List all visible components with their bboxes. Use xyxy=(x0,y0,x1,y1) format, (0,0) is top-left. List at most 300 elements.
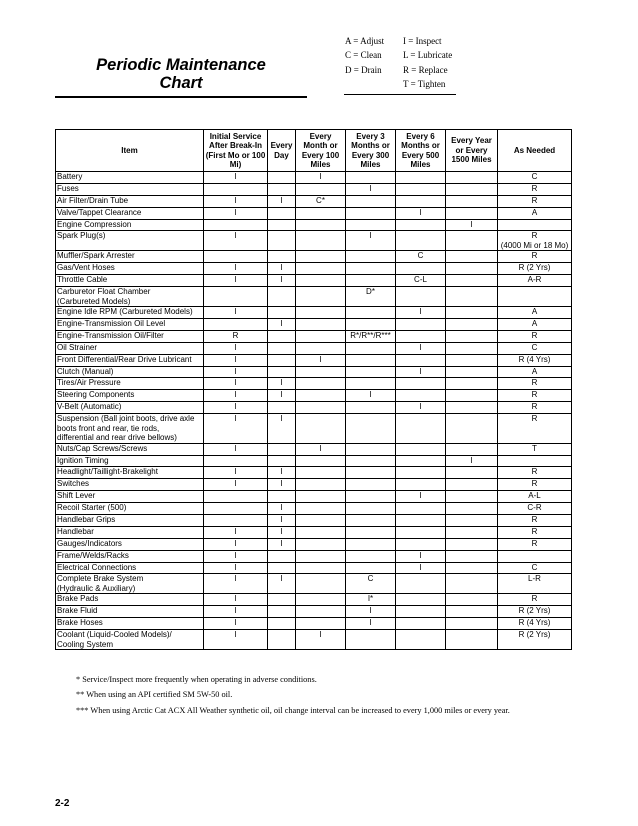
interval-cell xyxy=(204,467,268,479)
item-label: Brake Fluid xyxy=(57,606,98,616)
table-row xyxy=(56,366,572,378)
item-label: Brake Hoses xyxy=(57,618,103,628)
interval-cell xyxy=(498,378,572,390)
table-row xyxy=(56,630,572,650)
item-label: Fuses xyxy=(57,183,79,193)
interval-cell xyxy=(204,342,268,354)
interval-cell xyxy=(396,479,446,491)
page-title xyxy=(55,56,307,92)
interval-code: C xyxy=(531,562,538,572)
interval-code: A-R xyxy=(527,275,542,285)
interval-cell xyxy=(446,503,498,515)
legend-column-2 xyxy=(403,34,452,91)
interval-cell xyxy=(204,219,268,231)
table-row xyxy=(56,443,572,455)
column-header-every-day: Every Day xyxy=(268,130,296,172)
item-cell xyxy=(56,538,204,550)
table-row xyxy=(56,594,572,606)
item-cell xyxy=(56,219,204,231)
item-label: Clutch (Manual) xyxy=(57,366,114,376)
interval-cell xyxy=(204,390,268,402)
interval-cell xyxy=(396,467,446,479)
interval-cell xyxy=(498,231,572,251)
interval-cell xyxy=(346,207,396,219)
item-label: Handlebar Grips xyxy=(57,514,116,524)
interval-code: I xyxy=(419,550,422,560)
interval-code: R xyxy=(531,467,538,477)
interval-cell xyxy=(498,275,572,287)
interval-code: I xyxy=(234,402,237,412)
interval-cell xyxy=(446,195,498,207)
interval-code: I xyxy=(419,562,422,572)
interval-cell xyxy=(268,172,296,184)
interval-cell xyxy=(296,414,346,444)
interval-cell xyxy=(396,231,446,251)
item-cell xyxy=(56,467,204,479)
interval-code: I xyxy=(234,366,237,376)
interval-cell xyxy=(268,183,296,195)
item-cell xyxy=(56,550,204,562)
interval-code: I xyxy=(234,594,237,604)
item-cell xyxy=(56,491,204,503)
interval-cell xyxy=(498,195,572,207)
interval-code: I xyxy=(234,207,237,217)
interval-cell xyxy=(346,402,396,414)
interval-code: R xyxy=(531,390,538,400)
interval-cell xyxy=(296,219,346,231)
title-block xyxy=(55,29,307,98)
interval-code: I xyxy=(234,231,237,241)
interval-cell xyxy=(296,606,346,618)
interval-code: I xyxy=(234,467,237,477)
interval-cell xyxy=(346,342,396,354)
interval-code: I xyxy=(280,514,283,524)
interval-cell xyxy=(498,342,572,354)
interval-code: R xyxy=(531,526,538,536)
interval-cell xyxy=(446,606,498,618)
interval-code: I xyxy=(234,275,237,285)
interval-cell xyxy=(346,219,396,231)
footnotes xyxy=(76,672,510,718)
item-label: Steering Components xyxy=(57,390,135,400)
item-cell xyxy=(56,514,204,526)
interval-cell xyxy=(498,263,572,275)
table-row xyxy=(56,526,572,538)
interval-cell xyxy=(268,330,296,342)
interval-cell xyxy=(268,275,296,287)
legend-entry: I = Inspect xyxy=(403,36,442,46)
interval-cell xyxy=(498,443,572,455)
item-label: Tires/Air Pressure xyxy=(57,378,121,388)
table-row xyxy=(56,455,572,467)
interval-cell xyxy=(396,491,446,503)
interval-cell xyxy=(346,378,396,390)
interval-code: R xyxy=(531,330,538,340)
interval-cell xyxy=(204,455,268,467)
interval-cell xyxy=(396,195,446,207)
interval-cell xyxy=(396,443,446,455)
interval-cell xyxy=(268,378,296,390)
interval-cell xyxy=(498,574,572,594)
interval-code: I xyxy=(234,195,237,205)
item-cell xyxy=(56,287,204,307)
interval-cell xyxy=(498,183,572,195)
interval-cell xyxy=(446,574,498,594)
interval-cell xyxy=(346,491,396,503)
interval-cell xyxy=(446,402,498,414)
item-cell xyxy=(56,275,204,287)
interval-cell xyxy=(204,538,268,550)
item-label: Engine-Transmission Oil/Filter xyxy=(57,330,164,340)
interval-code: R xyxy=(232,330,239,340)
interval-cell xyxy=(296,630,346,650)
interval-cell xyxy=(396,342,446,354)
interval-code: I xyxy=(280,526,283,536)
interval-cell xyxy=(498,455,572,467)
interval-cell xyxy=(268,618,296,630)
interval-code: C* xyxy=(316,195,325,205)
legend-column-1 xyxy=(345,34,384,77)
interval-cell xyxy=(446,443,498,455)
interval-code: I xyxy=(280,467,283,477)
interval-code: I xyxy=(319,630,322,640)
interval-cell xyxy=(446,550,498,562)
item-label: Nuts/Cap Screws/Screws xyxy=(57,443,148,453)
interval-cell xyxy=(296,390,346,402)
interval-code: I xyxy=(419,491,422,501)
table-header-row xyxy=(56,130,572,172)
interval-cell xyxy=(346,307,396,319)
item-label: Brake Pads xyxy=(57,594,99,604)
interval-cell xyxy=(204,172,268,184)
interval-cell xyxy=(204,503,268,515)
interval-cell xyxy=(346,330,396,342)
table-row xyxy=(56,263,572,275)
interval-cell xyxy=(498,330,572,342)
interval-cell xyxy=(346,550,396,562)
interval-cell xyxy=(296,172,346,184)
interval-cell xyxy=(396,366,446,378)
interval-cell xyxy=(204,307,268,319)
interval-cell xyxy=(296,183,346,195)
table-row xyxy=(56,538,572,550)
interval-cell xyxy=(296,538,346,550)
interval-cell xyxy=(346,354,396,366)
page-number: 2-2 xyxy=(55,798,70,809)
interval-cell xyxy=(268,366,296,378)
item-label: Engine Compression xyxy=(57,219,132,229)
interval-cell xyxy=(296,594,346,606)
interval-cell xyxy=(396,183,446,195)
interval-cell xyxy=(498,562,572,574)
interval-code: R xyxy=(531,183,538,193)
interval-cell xyxy=(346,574,396,594)
interval-code: R*/R**/R*** xyxy=(350,330,391,340)
interval-cell xyxy=(204,378,268,390)
interval-cell xyxy=(346,503,396,515)
interval-cell xyxy=(268,606,296,618)
item-cell xyxy=(56,172,204,184)
interval-cell xyxy=(498,251,572,263)
item-label: Headlight/Taillight-Brakelight xyxy=(57,467,158,477)
interval-cell xyxy=(296,287,346,307)
interval-cell xyxy=(268,195,296,207)
interval-code: R (4 Yrs) xyxy=(518,354,551,364)
item-cell xyxy=(56,606,204,618)
interval-cell xyxy=(498,414,572,444)
interval-cell xyxy=(498,630,572,650)
interval-cell xyxy=(204,618,268,630)
interval-code: A xyxy=(531,307,538,317)
interval-code: I xyxy=(369,231,372,241)
legend-divider xyxy=(344,94,456,95)
item-label: Gas/Vent Hoses xyxy=(57,263,115,273)
interval-cell xyxy=(296,514,346,526)
interval-cell xyxy=(268,455,296,467)
interval-cell xyxy=(346,172,396,184)
interval-cell xyxy=(268,594,296,606)
interval-cell xyxy=(296,618,346,630)
interval-cell xyxy=(296,574,346,594)
maintenance-table xyxy=(55,129,572,650)
interval-cell xyxy=(296,402,346,414)
interval-cell xyxy=(446,307,498,319)
item-cell xyxy=(56,618,204,630)
interval-cell xyxy=(268,207,296,219)
item-label: Shift Lever xyxy=(57,491,96,501)
interval-cell xyxy=(446,354,498,366)
item-label: Throttle Cable xyxy=(57,275,108,285)
interval-cell xyxy=(204,275,268,287)
interval-cell xyxy=(498,491,572,503)
interval-cell xyxy=(204,251,268,263)
interval-cell xyxy=(346,538,396,550)
interval-cell xyxy=(498,514,572,526)
interval-cell xyxy=(446,594,498,606)
interval-cell xyxy=(204,287,268,307)
interval-cell xyxy=(396,606,446,618)
interval-cell xyxy=(396,503,446,515)
interval-code: R xyxy=(531,414,538,424)
interval-cell xyxy=(204,354,268,366)
interval-code: I xyxy=(419,342,422,352)
interval-code: I xyxy=(234,574,237,584)
item-cell xyxy=(56,526,204,538)
interval-code: I xyxy=(234,479,237,489)
interval-code: A xyxy=(531,366,538,376)
interval-code: R xyxy=(531,231,538,241)
interval-code: I xyxy=(234,538,237,548)
item-cell xyxy=(56,263,204,275)
interval-cell xyxy=(268,287,296,307)
interval-code: I xyxy=(234,354,237,364)
interval-cell xyxy=(446,390,498,402)
item-label: Cooling System xyxy=(57,639,114,649)
interval-cell xyxy=(346,390,396,402)
item-label: Engine-Transmission Oil Level xyxy=(57,319,166,329)
interval-cell xyxy=(498,207,572,219)
table-row xyxy=(56,307,572,319)
interval-cell xyxy=(268,402,296,414)
interval-cell xyxy=(396,330,446,342)
interval-cell xyxy=(446,455,498,467)
interval-cell xyxy=(498,402,572,414)
interval-cell xyxy=(268,263,296,275)
interval-cell xyxy=(296,307,346,319)
interval-cell xyxy=(346,630,396,650)
interval-code: R xyxy=(531,402,538,412)
interval-cell xyxy=(296,562,346,574)
interval-code: R xyxy=(531,594,538,604)
interval-cell xyxy=(346,594,396,606)
interval-cell xyxy=(498,307,572,319)
page-title-line2: Chart xyxy=(159,74,203,92)
table-row xyxy=(56,207,572,219)
item-cell xyxy=(56,319,204,331)
interval-cell xyxy=(204,574,268,594)
interval-cell xyxy=(446,414,498,444)
interval-cell xyxy=(396,574,446,594)
interval-code: I xyxy=(419,402,422,412)
table-row xyxy=(56,414,572,444)
interval-cell xyxy=(346,606,396,618)
table-row xyxy=(56,402,572,414)
interval-cell xyxy=(268,503,296,515)
interval-code: R xyxy=(531,479,538,489)
interval-note: (4000 Mi or 18 Mo) xyxy=(500,240,569,250)
interval-cell xyxy=(446,467,498,479)
interval-cell xyxy=(446,366,498,378)
interval-code: I xyxy=(234,378,237,388)
table-row xyxy=(56,514,572,526)
interval-cell xyxy=(268,550,296,562)
item-label: Frame/Welds/Racks xyxy=(57,550,129,560)
footnote: *** When using Arctic Cat ACX All Weather synthetic oil, oil change interval can be increased to every 1,000 miles or every year. xyxy=(76,705,510,715)
interval-cell xyxy=(498,219,572,231)
interval-cell xyxy=(204,183,268,195)
item-label: Gauges/Indicators xyxy=(57,538,122,548)
interval-cell xyxy=(396,319,446,331)
interval-cell xyxy=(498,503,572,515)
interval-cell xyxy=(268,342,296,354)
interval-cell xyxy=(396,514,446,526)
interval-cell xyxy=(396,354,446,366)
interval-code: C-L xyxy=(414,275,427,285)
interval-code: I xyxy=(319,443,322,453)
interval-cell xyxy=(296,354,346,366)
interval-cell xyxy=(204,330,268,342)
interval-cell xyxy=(296,491,346,503)
interval-cell xyxy=(396,172,446,184)
interval-cell xyxy=(268,414,296,444)
item-label: Air Filter/Drain Tube xyxy=(57,195,129,205)
item-label: Switches xyxy=(57,479,90,489)
interval-cell xyxy=(498,550,572,562)
interval-cell xyxy=(396,594,446,606)
interval-code: I xyxy=(234,414,237,424)
item-cell xyxy=(56,342,204,354)
interval-code: I xyxy=(280,538,283,548)
interval-code: I xyxy=(234,307,237,317)
item-label: Front Differential/Rear Drive Lubricant xyxy=(57,354,192,364)
interval-cell xyxy=(446,630,498,650)
interval-cell xyxy=(446,378,498,390)
interval-cell xyxy=(396,390,446,402)
interval-code: A xyxy=(531,207,538,217)
legend-entry: T = Tighten xyxy=(403,78,446,89)
item-cell xyxy=(56,574,204,594)
interval-code: R (2 Yrs) xyxy=(518,630,551,640)
interval-cell xyxy=(446,526,498,538)
interval-cell xyxy=(204,562,268,574)
interval-cell xyxy=(268,443,296,455)
item-cell xyxy=(56,630,204,650)
interval-cell xyxy=(446,231,498,251)
item-cell xyxy=(56,251,204,263)
interval-cell xyxy=(204,443,268,455)
interval-cell xyxy=(498,390,572,402)
item-label: Oil Strainer xyxy=(57,342,98,352)
table-row xyxy=(56,503,572,515)
interval-cell xyxy=(204,594,268,606)
table-body xyxy=(56,172,572,650)
interval-code: I xyxy=(234,618,237,628)
interval-cell xyxy=(268,219,296,231)
interval-cell xyxy=(268,479,296,491)
interval-cell xyxy=(396,287,446,307)
interval-code: C xyxy=(417,251,424,261)
interval-cell xyxy=(346,618,396,630)
interval-code: I xyxy=(470,455,473,465)
interval-code: I xyxy=(280,390,283,400)
item-label: (Carbureted Models) xyxy=(57,296,131,306)
interval-code: I xyxy=(280,414,283,424)
interval-cell xyxy=(446,562,498,574)
interval-cell xyxy=(268,231,296,251)
interval-code: I xyxy=(280,503,283,513)
interval-cell xyxy=(346,366,396,378)
interval-cell xyxy=(268,538,296,550)
interval-cell xyxy=(446,319,498,331)
item-cell xyxy=(56,231,204,251)
interval-code: I xyxy=(419,207,422,217)
item-label: Handlebar xyxy=(57,526,94,536)
table-row xyxy=(56,319,572,331)
table-row xyxy=(56,606,572,618)
interval-cell xyxy=(296,467,346,479)
interval-cell xyxy=(446,514,498,526)
item-cell xyxy=(56,207,204,219)
column-header-every-year: Every Year or Every 1500 Miles xyxy=(446,130,498,172)
interval-cell xyxy=(204,414,268,444)
interval-cell xyxy=(498,319,572,331)
interval-cell xyxy=(346,195,396,207)
interval-code: I xyxy=(234,172,237,181)
interval-code: R xyxy=(531,538,538,548)
table-row xyxy=(56,390,572,402)
interval-cell xyxy=(204,526,268,538)
interval-cell xyxy=(446,251,498,263)
interval-cell xyxy=(204,606,268,618)
interval-code: R (2 Yrs) xyxy=(518,606,551,616)
interval-cell xyxy=(204,630,268,650)
interval-cell xyxy=(296,479,346,491)
interval-cell xyxy=(446,207,498,219)
table-row xyxy=(56,172,572,184)
interval-cell xyxy=(268,319,296,331)
item-label: Valve/Tappet Clearance xyxy=(57,207,142,217)
table-row xyxy=(56,275,572,287)
